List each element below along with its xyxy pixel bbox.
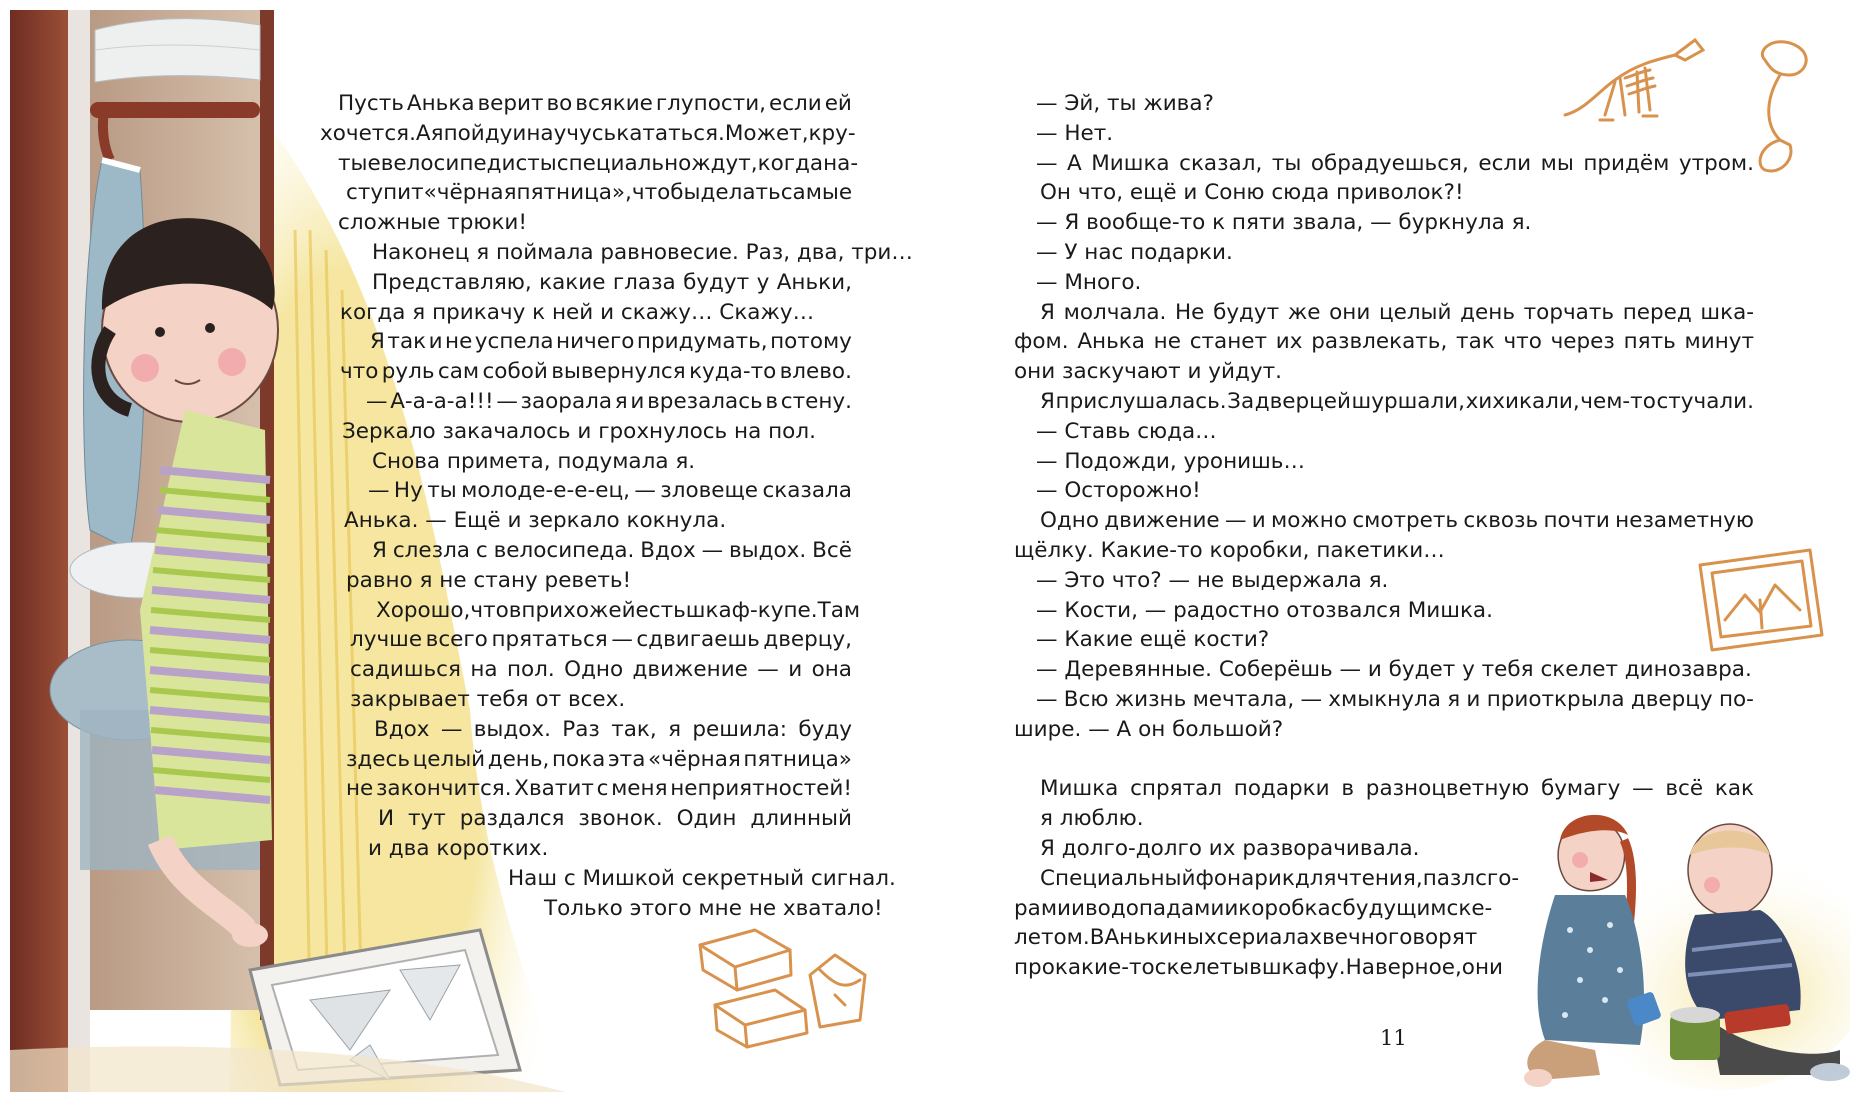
text-line: я люблю. <box>1040 806 1144 832</box>
text-line: что руль сам собой вывернулся куда-то влево. <box>340 359 852 385</box>
text-line: Пусть Анька верит во всякие глупости, если ей <box>338 91 852 116</box>
text-line: Наконец я поймала равновесие. Раз, два, три… <box>372 239 913 265</box>
text-line: — Я вообще-то к пяти звала, — буркнула я. <box>1036 210 1532 236</box>
text-line: Анька. — Ещё и зеркало кокнула. <box>344 508 727 534</box>
gift-boxes-doodle <box>695 925 875 1050</box>
text-line: И тут раздался звонок. Один длинный <box>378 806 852 832</box>
text-line: Я так и не успела ничего придумать, потому <box>370 329 852 355</box>
text-line: — Эй, ты жива? <box>1036 91 1214 116</box>
text-line: хочется. А я пойду и научусь кататься. Может, кру- <box>320 120 856 146</box>
text-line: не закончится. Хватит с меня неприятностей! <box>346 776 852 802</box>
text-line: Я молчала. Не будут же они целый день торчать перед шка- <box>1040 299 1754 325</box>
text-line: — Деревянные. Соберёшь — и будет у тебя скелет динозавра. <box>1036 657 1752 683</box>
text-line: Я долго-долго их разворачивала. <box>1040 835 1420 861</box>
text-line: лучше всего прятаться — сдвигаешь дверцу, <box>350 627 852 653</box>
text-line: — Ну ты молоде-е-е-ец, — зловеще сказала <box>368 478 852 504</box>
text-line: Специальный фонарик для чтения, пазл с го- <box>1040 865 1520 891</box>
text-line: — Осторожно! <box>1036 478 1201 504</box>
text-line: Мишка спрятал подарки в разноцветную бумагу — всё как <box>1040 776 1754 802</box>
text-line: Только этого мне не хватало! <box>544 895 883 921</box>
left-page-text <box>320 89 913 923</box>
text-line: — А Мишка сказал, ты обрадуешься, если мы придём утром. <box>1036 150 1754 176</box>
text-line: рами и водопадами и коробка с будущим ске- <box>1014 895 1493 921</box>
text-line: тые велосипедисты специально ждут, когда на- <box>338 150 859 176</box>
text-line: — Подожди, уронишь… <box>1036 448 1305 474</box>
text-line: — Много. <box>1036 269 1142 295</box>
text-line: Я слезла с велосипеда. Вдох — выдох. Всё <box>372 537 852 563</box>
text-line: — Нет. <box>1036 120 1114 146</box>
text-line: — У нас подарки. <box>1036 239 1233 265</box>
text-line: Представляю, какие глаза будут у Аньки, <box>372 269 852 295</box>
text-line: Хорошо, что в прихожей есть шкаф-купе. Там <box>376 597 861 623</box>
text-line: ступит «чёрная пятница», чтобы делать самые <box>346 180 853 206</box>
text-line: здесь целый день, пока эта «чёрная пятница» <box>346 746 852 772</box>
page-number: 11 <box>1380 1026 1407 1050</box>
text-line: Одно движение — и можно смотреть сквозь почти незаметную <box>1040 508 1754 534</box>
text-line: шире. — А он большой? <box>1014 716 1284 742</box>
text-line: и два коротких. <box>368 835 549 861</box>
text-line: — Кости, — радостно отозвался Мишка. <box>1036 597 1493 623</box>
text-line: фом. Анька не станет их развлекать, так что через пять минут <box>1014 329 1754 355</box>
text-line: — Всю жизнь мечтала, — хмыкнула я и приоткрыла дверцу по- <box>1036 686 1754 712</box>
text-line: Я прислушалась. За дверцей шуршали, хихикали, чем-то стучали. <box>1040 388 1754 414</box>
text-line: Наш с Мишкой секретный сигнал. <box>508 865 896 891</box>
text-line: щёлку. Какие-то коробки, пакетики… <box>1014 537 1445 563</box>
text-line: Зеркало закачалось и грохнулось на пол. <box>342 418 816 444</box>
text-line: — Какие ещё кости? <box>1036 627 1270 653</box>
right-page-text <box>1010 89 1754 983</box>
text-line: летом. В Анькиных сериалах вечно говорят <box>1014 925 1478 951</box>
text-line <box>1010 745 1754 775</box>
text-line: сложные трюки! <box>338 210 528 236</box>
text-line: они заскучают и уйдут. <box>1014 359 1282 385</box>
text-line: равно я не стану реветь! <box>346 567 632 593</box>
text-line: про какие-то скелеты в шкафу. Наверное, они <box>1014 955 1503 981</box>
text-line: — Ставь сюда… <box>1036 418 1217 444</box>
text-line: — А-а-а-а!!! — заорала я и врезалась в стену. <box>366 388 852 414</box>
text-line: Вдох — выдох. Раз так, я решила: буду <box>374 716 852 742</box>
text-line: Он что, ещё и Соню сюда приволок?! <box>1040 180 1464 206</box>
text-line: когда я прикачу к ней и скажу… Скажу… <box>340 299 815 325</box>
text-line: закрывает тебя от всех. <box>350 686 626 712</box>
text-line: Снова примета, подумала я. <box>372 448 696 474</box>
text-line: садишься на пол. Одно движение — и она <box>350 657 852 683</box>
text-line: — Это что? — не выдержала я. <box>1036 567 1389 593</box>
wardrobe-door <box>10 10 68 1092</box>
